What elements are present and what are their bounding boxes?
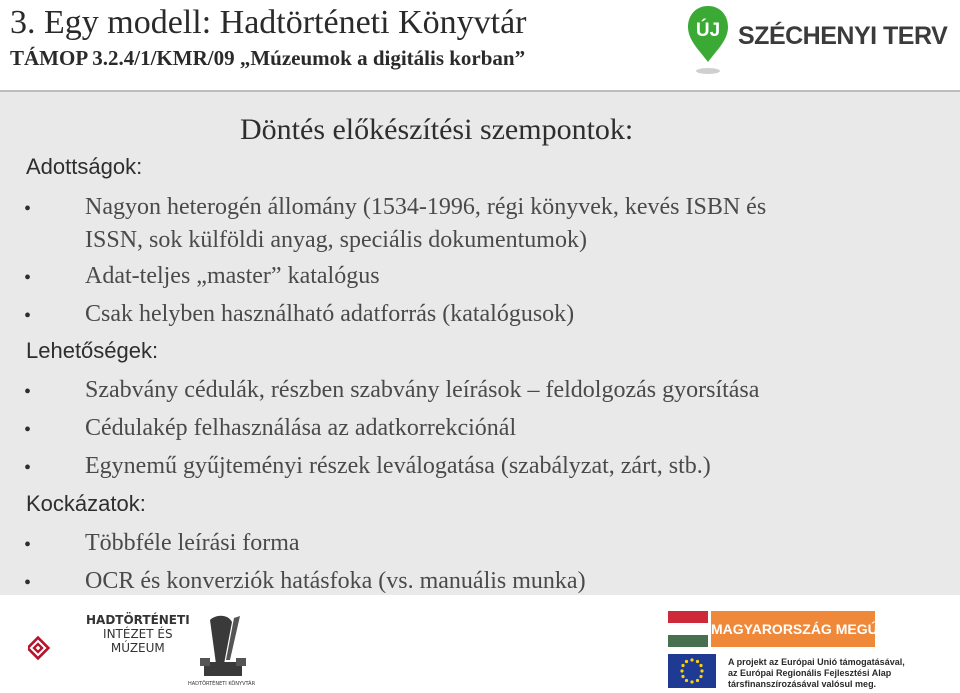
hadtorteneti-intezet-logo-icon — [28, 608, 88, 688]
section-heading-adottsagok: Adottságok: — [26, 154, 143, 179]
list-item: Többféle leírási forma — [85, 530, 300, 556]
list-item: Egynemű gyűjteményi részek leválogatása (szabályzat, zárt, stb.) — [85, 453, 711, 479]
list-item: Cédulakép felhasználása az adatkorrekciónál — [85, 415, 517, 441]
bullet-icon: • — [24, 457, 32, 479]
bullet-icon: • — [24, 572, 32, 594]
list-item: Csak helyben használható adatforrás (katalógusok) — [85, 301, 575, 327]
list-item: Nagyon heterogén állomány (1534-1996, régi könyvek, kevés ISBN és — [85, 194, 767, 220]
eu-funding-line: az Európai Regionális Fejlesztési Alap — [728, 668, 892, 678]
magyarorszag-megujul-banner: MAGYARORSZÁG MEGÚJUL — [711, 611, 875, 647]
eu-funding-notice — [728, 657, 905, 690]
list-item: ISSN, sok külföldi anyag, speciális dokumentumok) — [85, 227, 587, 253]
bullet-icon: • — [24, 381, 32, 403]
library-emblem-label: HADTÖRTÉNETI KÖNYVTÁR — [188, 681, 256, 687]
list-item: Szabvány cédulák, részben szabvány leírások – feldolgozás gyorsítása — [85, 377, 760, 403]
list-item: Adat-teljes „master” katalógus — [85, 263, 380, 289]
bullet-icon: • — [24, 305, 32, 327]
content-title: Döntés előkészítési szempontok: — [240, 113, 634, 146]
bullet-icon: • — [24, 198, 32, 220]
bullet-icon: • — [24, 534, 32, 556]
section-heading-kockazatok: Kockázatok: — [26, 491, 146, 516]
institute-name-line: HADTÖRTÉNETI — [86, 613, 190, 627]
section-heading-lehetosegek: Lehetőségek: — [26, 338, 159, 363]
eu-flag-icon — [668, 654, 716, 688]
list-item: OCR és konverziók hatásfoka (vs. manuális munka) — [85, 568, 586, 594]
logo-text: SZÉCHENYI TERV — [738, 22, 948, 50]
logo-pin-text: ÚJ — [695, 20, 721, 41]
eu-funding-line: A projekt az Európai Unió támogatásával, — [728, 657, 905, 667]
institute-name — [86, 613, 190, 655]
szechenyi-terv-logo — [682, 4, 948, 80]
eu-funding-line: társfinanszírozásával valósul meg. — [728, 679, 877, 689]
slide-subtitle: TÁMOP 3.2.4/1/KMR/09 „Múzeumok a digitális korban” — [10, 46, 526, 70]
institute-name-line: INTÉZET ÉS — [103, 627, 173, 641]
bullet-icon: • — [24, 419, 32, 441]
institute-name-line: MÚZEUM — [110, 641, 165, 655]
library-emblem-icon — [190, 610, 256, 690]
bullet-icon: • — [24, 267, 32, 289]
location-pin-icon — [686, 4, 730, 76]
slide-title: 3. Egy modell: Hadtörténeti Könyvtár — [10, 4, 527, 41]
hungarian-flag-icon — [668, 611, 708, 647]
